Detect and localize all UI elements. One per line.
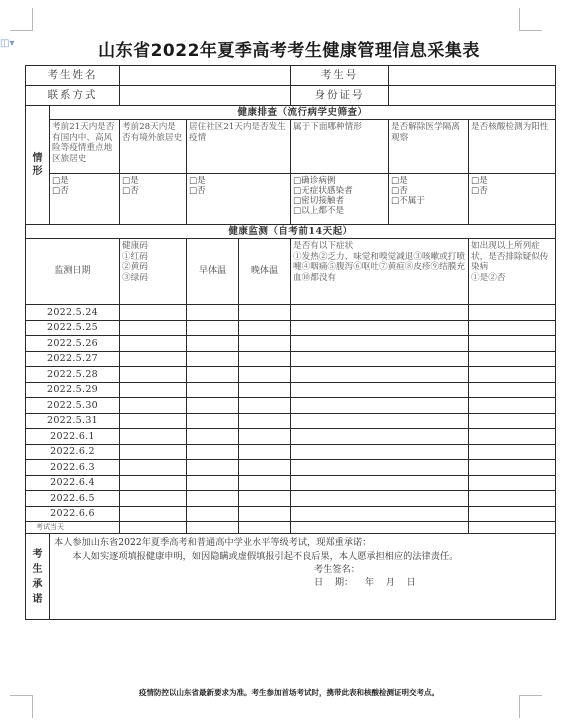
cell-exclude[interactable] bbox=[469, 444, 556, 460]
cell-evening-temp[interactable] bbox=[239, 305, 291, 321]
section-title-monitoring: 健康监测（自考前14天起） bbox=[26, 225, 556, 239]
cell-evening-temp[interactable] bbox=[239, 491, 291, 507]
cell-morning-temp[interactable] bbox=[187, 382, 239, 398]
symptoms-title: 是否有以下症状 bbox=[293, 241, 354, 251]
cell-symptoms[interactable] bbox=[291, 320, 469, 336]
symptoms-list: ①发热②乏力、味觉和嗅觉减退③咳嗽或打喷嚏④咽痛⑤腹泻⑥呕吐⑦黄疸⑧皮疹⑨结膜充血⑩都没有 bbox=[293, 251, 465, 283]
cell-evening-temp[interactable] bbox=[239, 429, 291, 445]
label-contact: 联系方式 bbox=[26, 86, 120, 106]
cell-evening-temp[interactable] bbox=[239, 506, 291, 522]
monitor-date: 2022.5.28 bbox=[26, 367, 120, 383]
date-label[interactable]: 日 期： 年 月 日 bbox=[314, 577, 416, 588]
question-overseas-travel: 考前28天内是否有境外旅居史 bbox=[120, 120, 187, 174]
monitor-date: 2022.6.6 bbox=[26, 506, 120, 522]
option-yes[interactable]: □是 bbox=[122, 176, 139, 186]
side-label-situation: 情形 bbox=[26, 106, 50, 225]
id-number-field[interactable] bbox=[389, 86, 556, 106]
monitor-row bbox=[26, 475, 556, 491]
cell-morning-temp[interactable] bbox=[187, 429, 239, 445]
question-domestic-travel: 考前21天内是否有国内中、高风险等疫情重点地区旅居史 bbox=[50, 120, 120, 174]
cell-symptoms[interactable] bbox=[291, 351, 469, 367]
question-community-outbreak: 居住社区21天内是否发生疫情 bbox=[187, 120, 291, 174]
question-case-type: 属于下面哪种情形 bbox=[291, 120, 389, 174]
contact-field[interactable] bbox=[120, 86, 291, 106]
cell-symptoms[interactable] bbox=[291, 522, 469, 534]
row-monitoring-header bbox=[26, 239, 556, 305]
cell-health-code[interactable] bbox=[120, 413, 187, 429]
monitor-date: 2022.5.25 bbox=[26, 320, 120, 336]
row-screening-questions bbox=[26, 120, 556, 174]
cell-morning-temp[interactable] bbox=[187, 351, 239, 367]
cell-evening-temp[interactable] bbox=[239, 444, 291, 460]
monitor-row bbox=[26, 336, 556, 352]
cell-evening-temp[interactable] bbox=[239, 336, 291, 352]
row-exam-day bbox=[26, 522, 556, 534]
cell-evening-temp[interactable] bbox=[239, 398, 291, 414]
row-screening-answers bbox=[26, 174, 556, 225]
cell-morning-temp[interactable] bbox=[187, 506, 239, 522]
cell-morning-temp[interactable] bbox=[187, 475, 239, 491]
cell-health-code[interactable] bbox=[120, 506, 187, 522]
label-name: 考生姓名 bbox=[26, 66, 120, 86]
cell-evening-temp[interactable] bbox=[239, 413, 291, 429]
exclude-options: ①是②否 bbox=[471, 272, 506, 283]
monitor-date: 2022.6.4 bbox=[26, 475, 120, 491]
monitor-date: 2022.5.31 bbox=[26, 413, 120, 429]
cell-health-code[interactable] bbox=[120, 522, 187, 534]
cell-symptoms[interactable] bbox=[291, 305, 469, 321]
cell-exclude[interactable] bbox=[469, 351, 556, 367]
cell-exclude[interactable] bbox=[469, 460, 556, 476]
cell-evening-temp[interactable] bbox=[239, 367, 291, 383]
cell-exclude[interactable] bbox=[469, 398, 556, 414]
cell-evening-temp[interactable] bbox=[239, 460, 291, 476]
row-name bbox=[26, 66, 556, 86]
option-not-applicable[interactable]: □不属于 bbox=[391, 196, 425, 206]
cell-symptoms[interactable] bbox=[291, 336, 469, 352]
footer-note: 疫情防控以山东省最新要求为准。考生参加首场考试时，携带此表和核酸检测证明交考点。 bbox=[139, 688, 439, 697]
cell-symptoms[interactable] bbox=[291, 398, 469, 414]
option-confirmed[interactable]: □确诊病例 bbox=[293, 176, 336, 186]
paste-options-icon[interactable]: ◫▾ bbox=[0, 38, 15, 49]
cell-health-code[interactable] bbox=[120, 491, 187, 507]
option-no[interactable]: □否 bbox=[471, 186, 488, 196]
cell-exclude[interactable] bbox=[469, 475, 556, 491]
monitor-row bbox=[26, 413, 556, 429]
option-no[interactable]: □否 bbox=[189, 186, 206, 196]
header-symptoms bbox=[291, 239, 469, 305]
promise-text-block bbox=[50, 534, 556, 620]
cell-health-code[interactable] bbox=[120, 398, 187, 414]
row-contact bbox=[26, 86, 556, 106]
cell-health-code[interactable] bbox=[120, 367, 187, 383]
health-code-green: ③绿码 bbox=[122, 272, 148, 283]
name-field[interactable] bbox=[120, 66, 291, 86]
cell-symptoms[interactable] bbox=[291, 367, 469, 383]
monitor-row bbox=[26, 398, 556, 414]
cell-symptoms[interactable] bbox=[291, 444, 469, 460]
cell-health-code[interactable] bbox=[120, 460, 187, 476]
cell-morning-temp[interactable] bbox=[187, 444, 239, 460]
option-asymptomatic[interactable]: □无症状感染者 bbox=[293, 186, 353, 196]
cell-exclude[interactable] bbox=[469, 491, 556, 507]
signature-label[interactable]: 考生签名： bbox=[314, 564, 360, 575]
option-yes[interactable]: □是 bbox=[189, 176, 206, 186]
header-exclude-infection bbox=[469, 239, 556, 305]
cell-health-code[interactable] bbox=[120, 351, 187, 367]
answer-quarantine-released[interactable] bbox=[389, 174, 469, 225]
option-yes[interactable]: □是 bbox=[391, 176, 408, 186]
answer-nucleic-positive[interactable] bbox=[469, 174, 556, 225]
cell-morning-temp[interactable] bbox=[187, 336, 239, 352]
option-yes[interactable]: □是 bbox=[52, 176, 69, 186]
cell-evening-temp[interactable] bbox=[239, 475, 291, 491]
cell-health-code[interactable] bbox=[120, 444, 187, 460]
cell-symptoms[interactable] bbox=[291, 506, 469, 522]
answer-domestic-travel[interactable] bbox=[50, 174, 120, 225]
promise-line-2: 本人如实逐项填报健康申明，如因隐瞒或虚假填报引起不良后果，本人愿承担相应的法律责任。 bbox=[72, 550, 459, 562]
row-screening-title bbox=[26, 106, 556, 120]
cell-evening-temp[interactable] bbox=[239, 320, 291, 336]
info-form-table bbox=[25, 65, 556, 620]
header-evening-temp: 晚体温 bbox=[239, 239, 291, 305]
cell-exclude[interactable] bbox=[469, 506, 556, 522]
cell-morning-temp[interactable] bbox=[187, 491, 239, 507]
cell-health-code[interactable] bbox=[120, 429, 187, 445]
promise-side-text: 考生承诺 bbox=[32, 548, 43, 605]
health-code-red: ①红码 bbox=[122, 251, 148, 262]
label-exam-number: 考生号 bbox=[291, 66, 389, 86]
monitor-row bbox=[26, 320, 556, 336]
monitor-row bbox=[26, 351, 556, 367]
monitor-date: 2022.6.1 bbox=[26, 429, 120, 445]
cell-health-code[interactable] bbox=[120, 475, 187, 491]
monitor-row bbox=[26, 491, 556, 507]
cell-evening-temp[interactable] bbox=[239, 522, 291, 534]
monitor-date: 2022.5.29 bbox=[26, 382, 120, 398]
cell-symptoms[interactable] bbox=[291, 475, 469, 491]
monitor-row bbox=[26, 506, 556, 522]
monitor-date: 2022.5.30 bbox=[26, 398, 120, 414]
cell-exclude[interactable] bbox=[469, 429, 556, 445]
monitor-row bbox=[26, 367, 556, 383]
question-nucleic-positive: 是否核酸检测为阳性 bbox=[469, 120, 556, 174]
monitor-row bbox=[26, 305, 556, 321]
label-id-number: 身份证号 bbox=[291, 86, 389, 106]
monitor-row bbox=[26, 382, 556, 398]
cell-exclude[interactable] bbox=[469, 320, 556, 336]
monitor-date: 2022.5.27 bbox=[26, 351, 120, 367]
corner-mark-top-left bbox=[10, 8, 33, 31]
row-promise bbox=[26, 534, 556, 620]
cell-morning-temp[interactable] bbox=[187, 460, 239, 476]
question-quarantine-released: 是否解除医学隔离观察 bbox=[389, 120, 469, 174]
exam-number-field[interactable] bbox=[389, 66, 556, 86]
monitor-row bbox=[26, 444, 556, 460]
answer-case-type[interactable] bbox=[291, 174, 389, 225]
answer-community-outbreak[interactable] bbox=[187, 174, 291, 225]
monitor-row bbox=[26, 429, 556, 445]
cell-morning-temp[interactable] bbox=[187, 305, 239, 321]
monitor-row bbox=[26, 460, 556, 476]
cell-morning-temp[interactable] bbox=[187, 398, 239, 414]
exclude-question: 如出现以上所列症状，是否排除疑似传染病 bbox=[471, 241, 549, 272]
exam-day-label: 考试当天 bbox=[26, 522, 120, 534]
cell-exclude[interactable] bbox=[469, 367, 556, 383]
row-monitoring-title bbox=[26, 225, 556, 239]
cell-health-code[interactable] bbox=[120, 382, 187, 398]
monitor-date: 2022.6.3 bbox=[26, 460, 120, 476]
health-code-yellow: ②黄码 bbox=[122, 262, 148, 272]
cell-health-code[interactable] bbox=[120, 336, 187, 352]
cell-symptoms[interactable] bbox=[291, 413, 469, 429]
option-no[interactable]: □否 bbox=[391, 186, 408, 196]
cell-exclude[interactable] bbox=[469, 522, 556, 534]
monitor-date: 2022.5.24 bbox=[26, 305, 120, 321]
cell-exclude[interactable] bbox=[469, 336, 556, 352]
section-title-screening: 健康排查（流行病学史筛查） bbox=[50, 106, 556, 120]
option-no[interactable]: □否 bbox=[52, 186, 69, 196]
monitor-date: 2022.6.5 bbox=[26, 491, 120, 507]
cell-symptoms[interactable] bbox=[291, 429, 469, 445]
option-none[interactable]: □以上都不是 bbox=[293, 206, 345, 216]
cell-symptoms[interactable] bbox=[291, 382, 469, 398]
monitor-date: 2022.5.26 bbox=[26, 336, 120, 352]
cell-symptoms[interactable] bbox=[291, 460, 469, 476]
cell-health-code[interactable] bbox=[120, 320, 187, 336]
corner-mark-bottom-left bbox=[10, 695, 33, 718]
promise-line-1: 本人参加山东省2022年夏季高考和普通高中学业水平等级考试，现郑重承诺： bbox=[54, 537, 372, 548]
corner-mark-bottom-right bbox=[519, 695, 542, 718]
answer-overseas-travel[interactable] bbox=[120, 174, 187, 225]
header-morning-temp: 早体温 bbox=[187, 239, 239, 305]
cell-morning-temp[interactable] bbox=[187, 367, 239, 383]
side-label-promise bbox=[26, 534, 50, 620]
cell-evening-temp[interactable] bbox=[239, 382, 291, 398]
cell-morning-temp[interactable] bbox=[187, 320, 239, 336]
cell-exclude[interactable] bbox=[469, 305, 556, 321]
cell-morning-temp[interactable] bbox=[187, 413, 239, 429]
corner-mark-top-right bbox=[519, 8, 542, 31]
cell-exclude[interactable] bbox=[469, 382, 556, 398]
page-title: 山东省2022年夏季高考考生健康管理信息采集表 bbox=[98, 41, 480, 61]
option-close-contact[interactable]: □密切接触者 bbox=[293, 196, 345, 206]
cell-exclude[interactable] bbox=[469, 413, 556, 429]
cell-symptoms[interactable] bbox=[291, 491, 469, 507]
health-code-title: 健康码 bbox=[122, 241, 148, 251]
cell-morning-temp[interactable] bbox=[187, 522, 239, 534]
option-no[interactable]: □否 bbox=[122, 186, 139, 196]
monitor-date: 2022.6.2 bbox=[26, 444, 120, 460]
header-health-code bbox=[120, 239, 187, 305]
header-monitor-date: 监测日期 bbox=[26, 239, 120, 305]
cell-health-code[interactable] bbox=[120, 305, 187, 321]
cell-evening-temp[interactable] bbox=[239, 351, 291, 367]
option-yes[interactable]: □是 bbox=[471, 176, 488, 186]
